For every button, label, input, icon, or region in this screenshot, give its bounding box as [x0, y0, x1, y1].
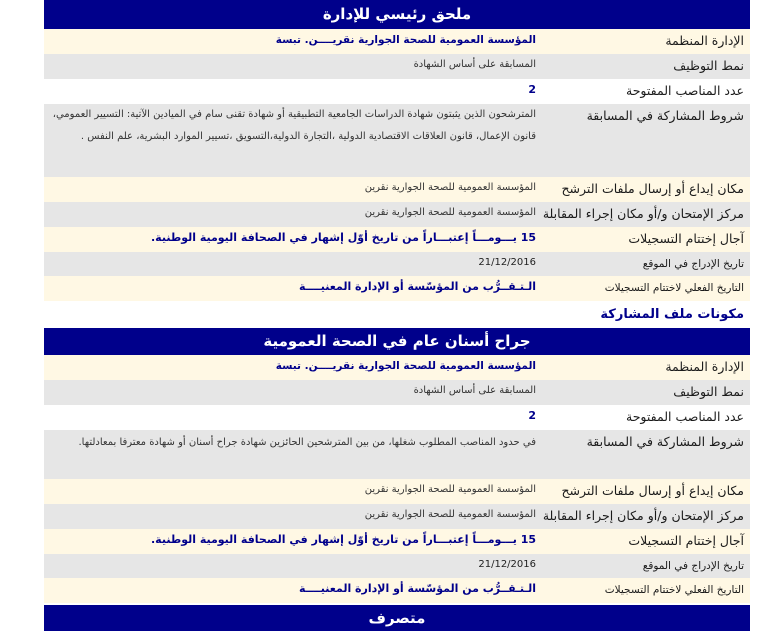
deadline-value: 15 يـــومـــاً إعتبـــاراً من تاريخ أوّل إشهار في الصحافة اليومية الوطنية.: [151, 231, 536, 244]
org-row: [44, 355, 750, 380]
mode-label: نمط التوظيف: [673, 384, 744, 399]
section-title: متصرف: [44, 605, 750, 631]
conditions-value: المترشحون الذين يثبتون شهادة الدراسات الجامعية التطبيقية أو شهادة تقنى سام في الميادين الآتية: التسيير العمومي، قانون الإعمال، قانون العلاقات الاقتصادية الدولية ،التجارة الدولية،التسويق ،تسيير الموارد البشرية، علم النفس .: [52, 109, 536, 142]
deposit-value: المؤسسة العمومية للصحة الجوارية نقرين: [364, 484, 536, 495]
deadline-row: [44, 529, 750, 554]
exam-value: المؤسسة العمومية للصحة الجوارية نقرين: [364, 207, 536, 218]
deposit-row: [44, 177, 750, 202]
exam-row: [44, 202, 750, 227]
posted-row: [44, 554, 750, 578]
conditions-label: شروط المشاركة في المسابقة: [586, 434, 744, 449]
deadline-value: 15 يـــومـــاً إعتبـــاراً من تاريخ أوّل إشهار في الصحافة اليومية الوطنية.: [151, 533, 536, 546]
conditions-label: شروط المشاركة في المسابقة: [586, 108, 744, 123]
conditions-row: [44, 430, 750, 479]
deadline-label: آجال إختتام التسجيلات: [628, 533, 744, 548]
section-title: ملحق رئيسي للإدارة: [44, 0, 750, 29]
posted-value: 21/12/2016: [478, 559, 536, 570]
mode-value: المسابقة على أساس الشهادة: [413, 59, 536, 70]
deposit-value: المؤسسة العمومية للصحة الجوارية نقرين: [364, 182, 536, 193]
closing-value: الـتـقــرُّب من المؤسّسة أو الإدارة المعنيــــة: [299, 582, 536, 595]
posted-label: تاريخ الإدراج في الموقع: [642, 560, 744, 572]
mode-value: المسابقة على أساس الشهادة: [413, 385, 536, 396]
org-label: الإدارة المنظمة: [665, 33, 744, 48]
conditions-value: في حدود المناصب المطلوب شغلها، من بين المترشحين الحائزين شهادة جراح أسنان أو شهادة معترفا بمعادلتها.: [78, 437, 536, 448]
posts-label: عدد المناصب المفتوحة: [626, 409, 744, 424]
announcements-list: [44, 0, 750, 631]
closing-label: التاريخ الفعلي لاختتام التسجيلات: [604, 282, 744, 294]
org-value: المؤسسة العمومية للصحة الجوارية نقريــــن. تبسة: [275, 360, 536, 372]
closing-row: [44, 578, 750, 603]
exam-label: مركز الإمتحان و/أو مكان إجراء المقابلة: [542, 206, 744, 221]
posts-value: 2: [528, 83, 536, 96]
closing-value: الـتـقــرُّب من المؤسّسة أو الإدارة المعنيــــة: [299, 280, 536, 293]
posted-row: [44, 252, 750, 276]
deposit-label: مكان إيداع أو إرسال ملفات الترشح: [561, 483, 744, 498]
deadline-row: [44, 227, 750, 252]
org-label: الإدارة المنظمة: [665, 359, 744, 374]
deadline-label: آجال إختتام التسجيلات: [628, 231, 744, 246]
posted-value: 21/12/2016: [478, 257, 536, 268]
mode-label: نمط التوظيف: [673, 58, 744, 73]
conditions-row: [44, 104, 750, 177]
mode-row: [44, 54, 750, 79]
posts-label: عدد المناصب المفتوحة: [626, 83, 744, 98]
section-title: جراح أسنان عام في الصحة العمومية: [44, 328, 750, 355]
org-value: المؤسسة العمومية للصحة الجوارية نقريــــن. تبسة: [275, 34, 536, 46]
closing-row: [44, 276, 750, 301]
closing-label: التاريخ الفعلي لاختتام التسجيلات: [604, 584, 744, 596]
exam-value: المؤسسة العمومية للصحة الجوارية نقرين: [364, 509, 536, 520]
application-file-link[interactable]: مكونات ملف المشاركة: [44, 301, 750, 328]
mode-row: [44, 380, 750, 405]
exam-row: [44, 504, 750, 529]
posts-value: 2: [528, 409, 536, 422]
posts-row: [44, 405, 750, 430]
posted-label: تاريخ الإدراج في الموقع: [642, 258, 744, 270]
posts-row: [44, 79, 750, 104]
exam-label: مركز الإمتحان و/أو مكان إجراء المقابلة: [542, 508, 744, 523]
deposit-row: [44, 479, 750, 504]
deposit-label: مكان إيداع أو إرسال ملفات الترشح: [561, 181, 744, 196]
org-row: [44, 29, 750, 54]
